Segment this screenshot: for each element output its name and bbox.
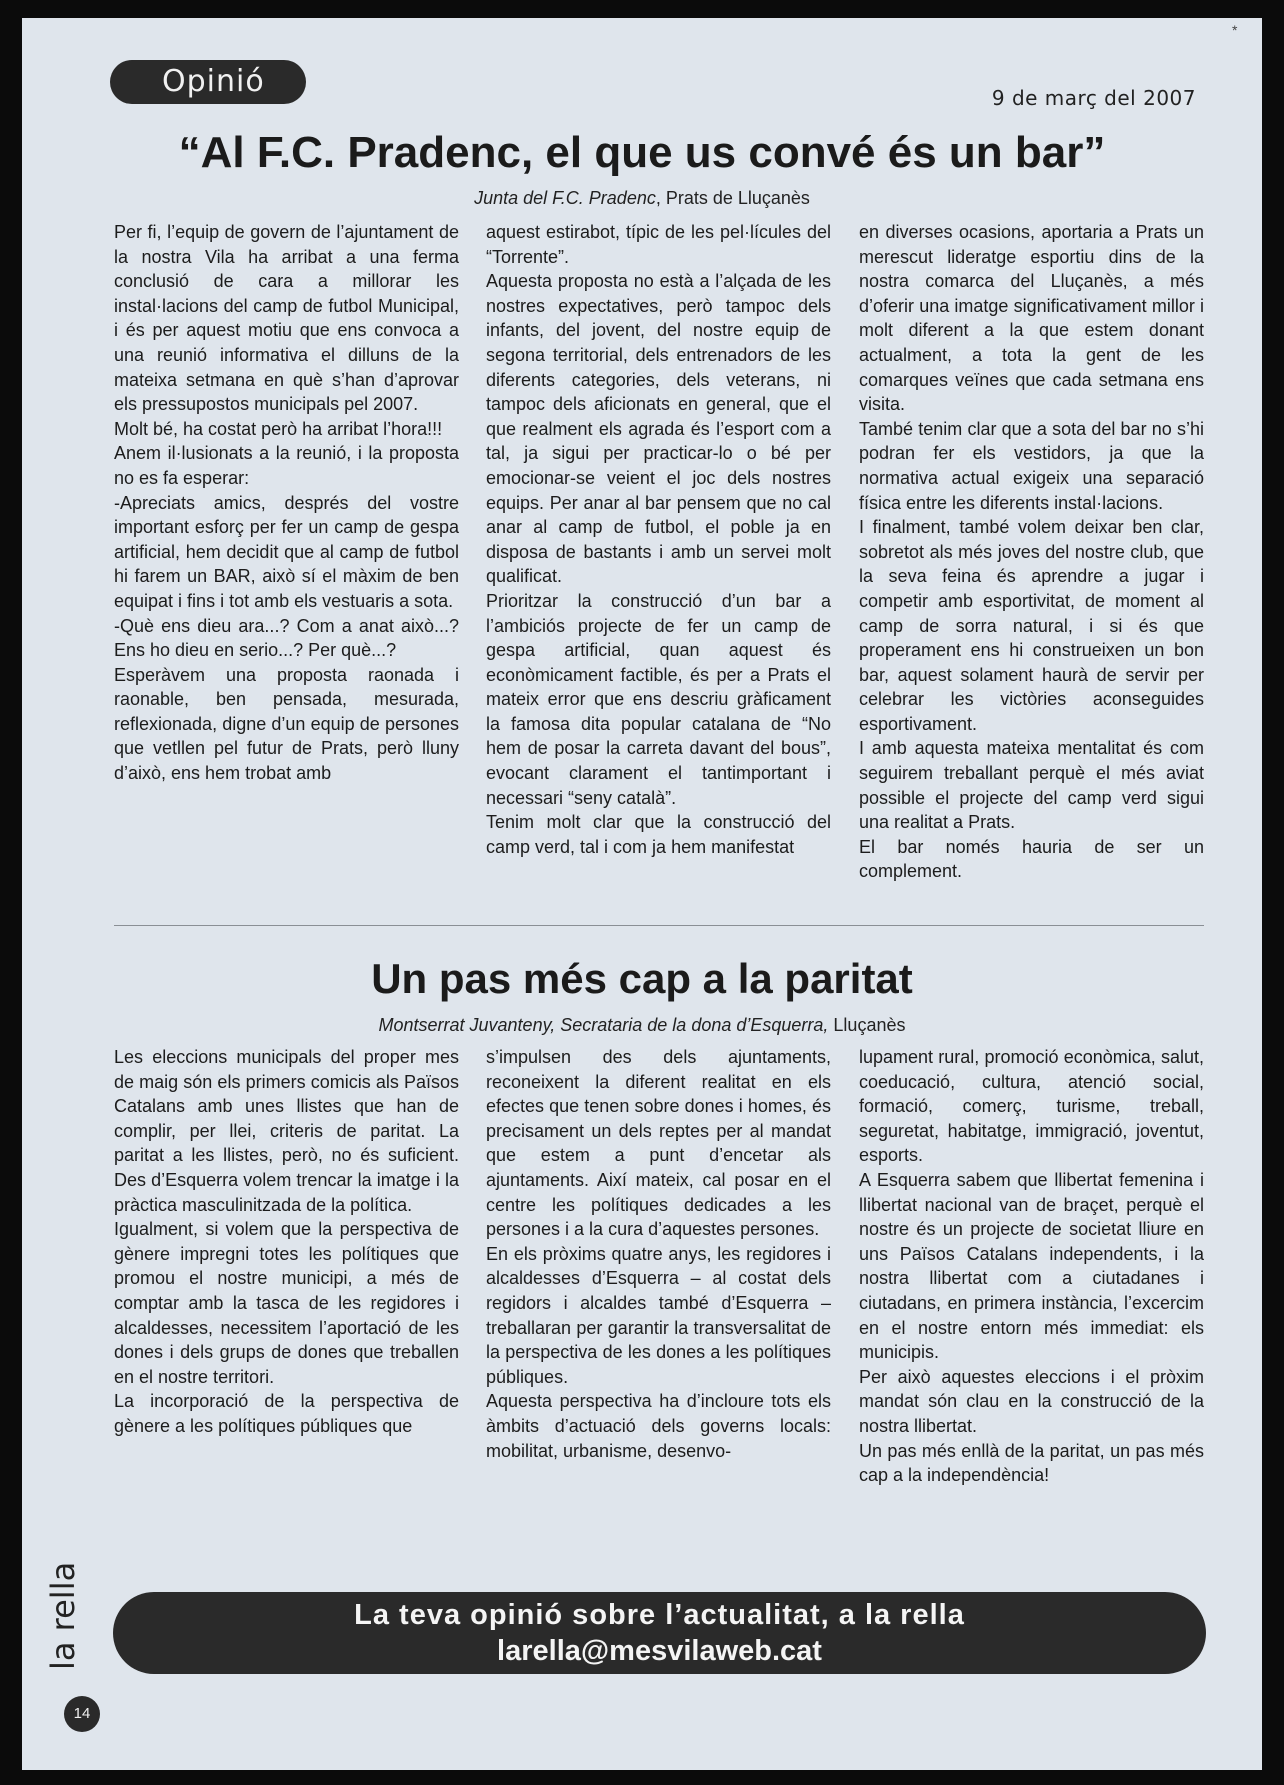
article1-column-2 — [486, 220, 831, 859]
paragraph: Prioritzar la construcció d’un bar a l’ambiciós projecte de fer un camp de gespa artificial, quan aquest és econòmicament factible, és per a Prats el mateix error que ens descriu gràficament la famosa dita popular catalana de “No hem de posar la carreta davant del bous”, evocant clarament el tantimportant i necessari “seny català”. — [486, 590, 831, 808]
paragraph: El bar només hauria de ser un complement. — [859, 836, 1204, 882]
paragraph: A Esquerra sabem que llibertat femenina i llibertat nacional van de braçet, perquè el nostre és un projecte de societat lliure en uns Països Catalans independents, i la nostra llibertat com a ciutadanes i ciutadans, en primera instància, l’excercim en el nostre entorn més immediat: els municipis. — [859, 1169, 1204, 1363]
article2-column-1 — [114, 1045, 459, 1439]
paragraph: aquest estirabot, típic de les pel·lícules del “Torrente”. — [486, 222, 831, 267]
paragraph: Aquesta perspectiva ha d’incloure tots els àmbits d’actuació dels governs locals: mobilitat, urbanisme, desenvo- — [486, 1391, 831, 1461]
paragraph: Aquesta proposta no està a l’alçada de les nostres expectatives, però tampoc dels infants, del jovent, del nostre equip de segona territorial, dels entrenadors de les diferents categories, dels veterans, ni tampoc dels aficionats en general, que el que realment els agrada és l’esport com a tal, ja sigui per practicar-lo o bé per emocionar-se veient el joc dels nostres equips. Per anar al bar pensem que no cal anar al camp de futbol, el poble ja en disposa de bastants i amb un servei molt qualificat. — [486, 271, 831, 587]
paragraph: En els pròxims quatre anys, les regidores i alcaldesses d’Esquerra – al costat dels regidors i alcaldes també d’Esquerra – treballaran per garantir la transversalitat de la perspectiva de les dones a les polítiques públiques. — [486, 1243, 831, 1387]
paragraph: Molt bé, ha costat però ha arribat l’hora!!! — [114, 418, 443, 439]
paragraph: s’impulsen des dels ajuntaments, reconeixent la diferent realitat en els efectes que tenen sobre dones i homes, és precisament un dels reptes per al mandat que estem a punt d’encetar als ajuntaments. Així mateix, cal posar en el centre les polítiques dedicades a les persones i a la cura d’aquestes persones. — [486, 1047, 831, 1240]
article1-column-3 — [859, 220, 1204, 884]
article1-column-1 — [114, 220, 459, 786]
article1-location: , Prats de Lluçanès — [655, 188, 810, 208]
paragraph: Les eleccions municipals del proper mes de maig són els primers comicis als Països Catalans amb unes llistes que han de complir, per llei, criteris de paritat. La paritat a les llistes, però, no és suficient. Des d’Esquerra volem trencar la imatge i la pràctica masculinitzada de la política. — [114, 1047, 459, 1215]
paragraph: I amb aquesta mateixa mentalitat és com seguirem treballant perquè el més aviat possible el projecte del camp verd sigui una realitat a Prats. — [859, 738, 1204, 833]
article2-location: Lluçanès — [828, 1015, 906, 1035]
paragraph: Esperàvem una proposta raonada i raonable, ben pensada, mesurada, reflexionada, digne d’un equip de persones que vetllen pel futur de Prats, però lluny d’això, ens hem trobat amb — [114, 664, 459, 784]
paragraph: Per fi, l’equip de govern de l’ajuntament de la nostra Vila ha arribat a una ferma conclusió de cara a millorar les instal·lacions del camp de futbol Municipal, i és per aquest motiu que ens convoca a una reunió informativa el dilluns de la mateixa setmana en què s’han d’aprovar els pressupostos municipals pel 2007. — [114, 222, 459, 415]
article1-author: Junta del F.C. Pradenc — [474, 188, 656, 208]
article2-author: Montserrat Juvanteny, Secrataria de la dona d’Esquerra, — [378, 1015, 829, 1035]
footer-banner — [113, 1592, 1206, 1674]
paragraph: La incorporació de la perspectiva de gènere a les polítiques públiques que — [114, 1391, 459, 1436]
page-number: 14 — [64, 1696, 100, 1732]
article2-column-3 — [859, 1045, 1204, 1488]
article2-column-2 — [486, 1045, 831, 1463]
corner-mark: * — [1232, 22, 1238, 38]
banner-email-link[interactable]: larella@mesvilaweb.cat — [497, 1635, 822, 1667]
article2-title: Un pas més cap a la paritat — [371, 955, 913, 1002]
paragraph: Anem il·lusionats a la reunió, i la proposta no es fa esperar: — [114, 443, 459, 488]
paragraph: -Apreciats amics, després del vostre important esforç per fer un camp de gespa artificial, hem decidit que al camp de futbol hi farem un BAR, això sí el màxim de ben equipat i fins i tot amb els vestuaris a sota. — [114, 492, 459, 611]
section-label: Opinió — [110, 60, 306, 104]
paragraph: Per això aquestes eleccions i el pròxim mandat són clau en la construcció de la nostra llibertat. — [859, 1366, 1204, 1436]
article1-byline — [0, 188, 1284, 209]
paragraph: I finalment, també volem deixar ben clar, sobretot als més joves del nostre club, que la seva feina és aprendre a jugar i competir amb esportivitat, de moment al camp de sorra natural, i si és que properament ens hi construeixen un bon bar, aquest solament haurà de servir per celebrar les victòries aconseguides esportivament. — [859, 517, 1204, 734]
paragraph: També tenim clar que a sota del bar no s’hi podran fer els vestidors, ja que la normativa actual exigeix una separació física entre les diferents instal·lacions. — [859, 418, 1204, 513]
magazine-name: la rella — [44, 1561, 82, 1670]
paragraph: Tenim molt clar que la construcció del camp verd, tal i com ja hem manifestat — [486, 812, 831, 857]
paragraph: lupament rural, promoció econòmica, salut, coeducació, cultura, atenció social, formació, comerç, turisme, treball, seguretat, habitatge, immigració, joventut, esports. — [859, 1047, 1204, 1166]
article2-byline — [0, 1015, 1284, 1036]
banner-tagline: La teva opinió sobre l’actualitat, a la rella — [354, 1599, 965, 1631]
article1-title: “Al F.C. Pradenc, el que us convé és un bar” — [178, 128, 1106, 177]
paragraph: en diverses ocasions, aportaria a Prats un merescut lideratge esportiu dins de la nostra comarca del Lluçanès, a més d’oferir una imatge significativament millor i molt diferent a la que estem donant actualment, a tota la gent de les comarques veïnes que cada setmana ens visita. — [859, 222, 1204, 415]
paragraph: Igualment, si volem que la perspectiva de gènere impregni totes les polítiques que promou el nostre municipi, a més de comptar amb la tasca de les regidores i alcaldesses, necessitem l’aportació de les dones i dels grups de dones que treballen en el nostre territori. — [114, 1219, 459, 1387]
issue-date: 9 de març del 2007 — [991, 86, 1196, 110]
paragraph: Un pas més enllà de la paritat, un pas més cap a la independència! — [859, 1440, 1204, 1486]
article-divider — [114, 925, 1204, 926]
paragraph: -Què ens dieu ara...? Com a anat això...? Ens ho dieu en serio...? Per què...? — [114, 615, 459, 661]
